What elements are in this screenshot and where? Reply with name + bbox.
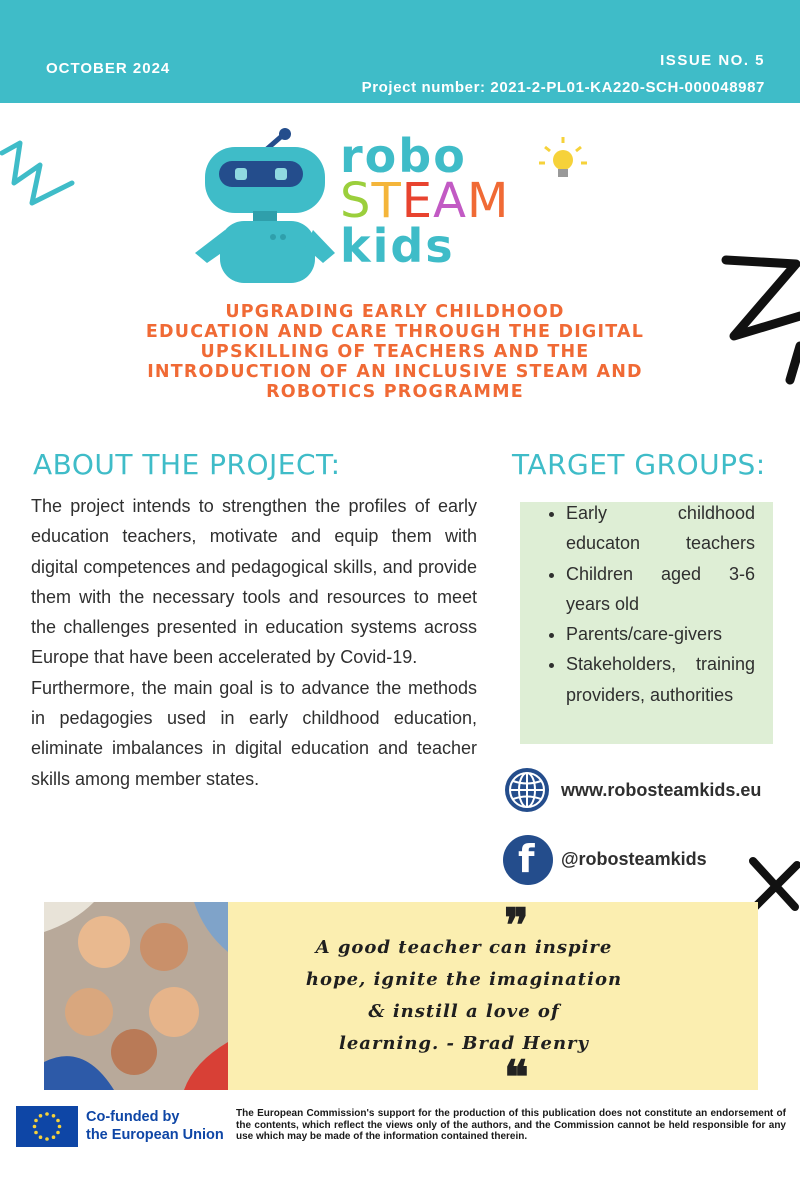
target-groups-heading: TARGET GROUPS: [512, 448, 766, 481]
quote-close-icon: ❝ [504, 1050, 529, 1104]
list-item: • Early childhood educaton teachers [566, 498, 755, 559]
logo-wordmark [340, 129, 510, 273]
issue-number: ISSUE NO. 5 [660, 52, 765, 69]
about-body [31, 491, 477, 794]
header-band [0, 0, 800, 103]
project-subtitle: UPGRADING EARLY CHILDHOOD EDUCATION AND CARE THROUGH THE DIGITAL UPSKILLING OF TEACHERS AND THE INTRODUCTION OF AN INCLUSIVE STEAM AND ROBOTICS PROGRAMME [145, 302, 645, 402]
logo-robo: robo [340, 129, 467, 183]
eu-flag-icon [16, 1106, 78, 1147]
website-link[interactable]: www.robosteamkids.eu [561, 780, 762, 800]
project-number: Project number: 2021-2-PL01-KA220-SCH-000048987 [361, 79, 765, 96]
about-heading: ABOUT THE PROJECT: [33, 448, 341, 481]
zigzag-decoration-left [0, 135, 80, 210]
quote-open-icon: ❞ [504, 898, 529, 952]
list-item: • Parents/care-givers [566, 619, 755, 649]
about-paragraph-1: The project intends to strengthen the profiles of early education teachers, motivate and equip them with digital competences and pedagogical skills, and provide them with the necessary tools and resources to meet the challenges presented in education systems across Europe that have been accelerated by Covid-19. [31, 496, 477, 668]
target-groups-list [566, 498, 755, 710]
facebook-icon[interactable]: f [503, 835, 553, 885]
list-item: • Children aged 3-6 years old [566, 559, 755, 620]
facebook-handle-link[interactable]: @robosteamkids [561, 849, 707, 869]
quote-band [44, 898, 758, 1104]
target-groups-box [520, 502, 773, 744]
eu-disclaimer: The European Commission's support for the production of this publication does not constitute an endorsement of the contents, which reflect the views only of the authors, and the Commission cannot be held responsible for any use which may be made of the information contained therein. [236, 1108, 786, 1142]
cofunded-label: Co-funded by the European Union [86, 1109, 224, 1143]
logo-steam: STEAM [340, 173, 510, 229]
quote-text: A good teacher can inspire hope, ignite the imagination & instill a love of learning. - Brad Henry [305, 937, 623, 1054]
globe-icon [503, 766, 551, 814]
zigzag-decoration-right [720, 250, 800, 385]
logo-kids: kids [340, 219, 455, 273]
issue-date: OCTOBER 2024 [46, 60, 171, 77]
list-item: • Stakeholders, training providers, authorities [566, 649, 755, 710]
about-paragraph-2: Furthermore, the main goal is to advance the methods in pedagogies used in early childhood education, eliminate imbalances in digital education and teacher skills among member states. [31, 677, 477, 789]
children-photo [44, 902, 228, 1090]
